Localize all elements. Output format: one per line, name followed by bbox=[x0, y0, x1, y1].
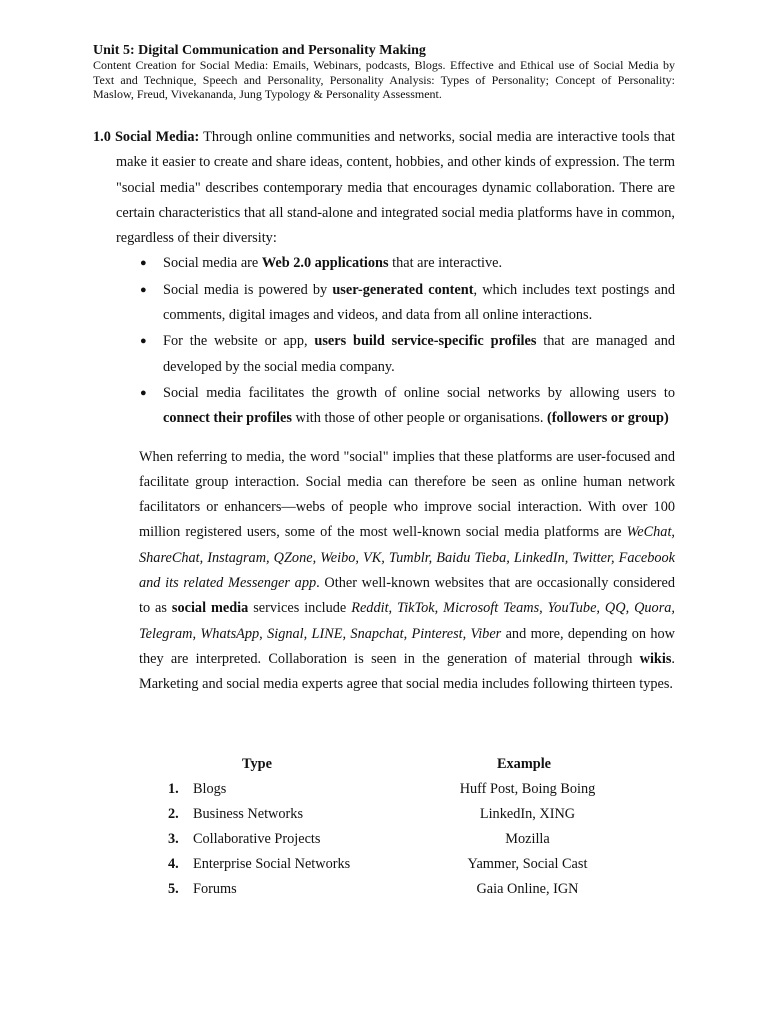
list-item bbox=[140, 329, 675, 380]
section-heading: Social Media: bbox=[114, 129, 200, 145]
list-item bbox=[140, 381, 675, 432]
paragraph-text: . Marketing and social media experts agree that social media includes following thirteen types. bbox=[139, 650, 675, 693]
bullet-text: , which includes text postings and comments, digital images and videos, and data from all online interactions. bbox=[163, 281, 675, 324]
row-example: Mozilla bbox=[505, 831, 550, 847]
row-example: Yammer, Social Cast bbox=[467, 856, 588, 872]
table-header-type: Type bbox=[242, 756, 272, 772]
list-item bbox=[140, 278, 675, 329]
paragraph-text: . Other well-known websites that are occasionally considered to as bbox=[139, 575, 675, 617]
row-example: LinkedIn, XING bbox=[479, 806, 576, 822]
table-row bbox=[0, 830, 768, 855]
row-type: Enterprise Social Networks bbox=[193, 856, 351, 872]
table-row bbox=[0, 880, 768, 905]
bold-term: wikis bbox=[639, 650, 672, 667]
bullet-text: with those of other people or organisations. bbox=[291, 410, 547, 427]
bullet-bold-text: users build service-specific profiles bbox=[314, 333, 537, 350]
platform-list-italic: WeChat, ShareChat, Instagram, QZone, Weibo, VK, Tumblr, Baidu Tieba, LinkedIn, Twitter, Facebook and its related Messenger app bbox=[139, 524, 675, 592]
section-intro-text: Through online communities and networks, social media are interactive tools that make it easier to create and share ideas, content, hobbies, and other kinds of expression. The term "social media" describes contemporary media that encourages dynamic collaboration. There are certain characteristics that all stand-alone and integrated social media platforms have in common, regardless of their diversity: bbox=[116, 129, 675, 247]
bullet-text: Social media is powered by bbox=[163, 281, 333, 298]
row-type: Forums bbox=[193, 881, 237, 897]
bullet-bold-text: connect their profiles bbox=[163, 410, 292, 427]
bullet-icon: ● bbox=[140, 283, 147, 296]
row-number: 1. bbox=[168, 781, 179, 797]
bullet-icon: ● bbox=[140, 257, 147, 270]
bullet-text: that are managed and developed by the social media company. bbox=[163, 333, 675, 375]
table-header-example: Example bbox=[497, 756, 552, 772]
table-row bbox=[0, 780, 768, 805]
row-number: 4. bbox=[168, 856, 179, 872]
row-example: Gaia Online, IGN bbox=[476, 881, 579, 897]
bullet-bold-text: Web 2.0 applications bbox=[261, 255, 389, 272]
bullet-bold-text: (followers or group) bbox=[546, 410, 669, 427]
bullet-text: Social media are bbox=[163, 255, 262, 272]
section-number: 1.0 bbox=[93, 129, 111, 145]
row-example: Huff Post, Boing Boing bbox=[459, 781, 596, 797]
bullet-bold-text: user-generated content bbox=[332, 281, 474, 298]
table-row bbox=[0, 805, 768, 830]
section-social-media bbox=[93, 125, 675, 698]
list-item bbox=[140, 251, 675, 276]
characteristics-list bbox=[93, 251, 675, 431]
bullet-text: that are interactive. bbox=[388, 255, 503, 272]
paragraph-text: and more, depending on how they are interpreted. Collaboration is seen in the generation of material through bbox=[139, 625, 675, 667]
platform-list-italic: Reddit, TikTok, Microsoft Teams, YouTube, QQ, Quora, Telegram, WhatsApp, Signal, LINE, Snapchat, Pinterest, Viber bbox=[139, 600, 675, 642]
bullet-icon: ● bbox=[140, 386, 147, 399]
table-row bbox=[0, 855, 768, 880]
body-paragraph bbox=[139, 445, 675, 698]
bullet-text: For the website or app, bbox=[163, 333, 315, 350]
bullet-icon: ● bbox=[140, 335, 147, 348]
unit-title: Unit 5: Digital Communication and Personality Making bbox=[93, 43, 426, 58]
section-intro bbox=[93, 125, 675, 251]
bullet-text: Social media facilitates the growth of online social networks by allowing users to bbox=[163, 384, 675, 401]
row-number: 5. bbox=[168, 881, 179, 897]
paragraph-text: When referring to media, the word "social" implies that these platforms are user-focused and facilitate group interaction. Social media can therefore be seen as online human network facilitators or enhancers—webs of people who improve social interaction. With over 100 million registered users, some of the most well-known social media platforms are bbox=[139, 448, 675, 541]
row-type: Collaborative Projects bbox=[193, 831, 321, 847]
row-number: 3. bbox=[168, 831, 179, 847]
row-number: 2. bbox=[168, 806, 179, 822]
row-type: Blogs bbox=[193, 781, 227, 797]
bold-term: social media bbox=[171, 600, 249, 617]
unit-description: Content Creation for Social Media: Emails, Webinars, podcasts, Blogs. Effective and Ethical use of Social Media by Text and Technique, Speech and Personality, Personality Analysis: Types of Personality; Concept of Personality: Maslow, Freud, Vivekananda, Jung Typology & Personality Assessment. bbox=[93, 58, 675, 101]
paragraph-text: services include bbox=[248, 600, 352, 617]
row-type: Business Networks bbox=[193, 806, 304, 822]
